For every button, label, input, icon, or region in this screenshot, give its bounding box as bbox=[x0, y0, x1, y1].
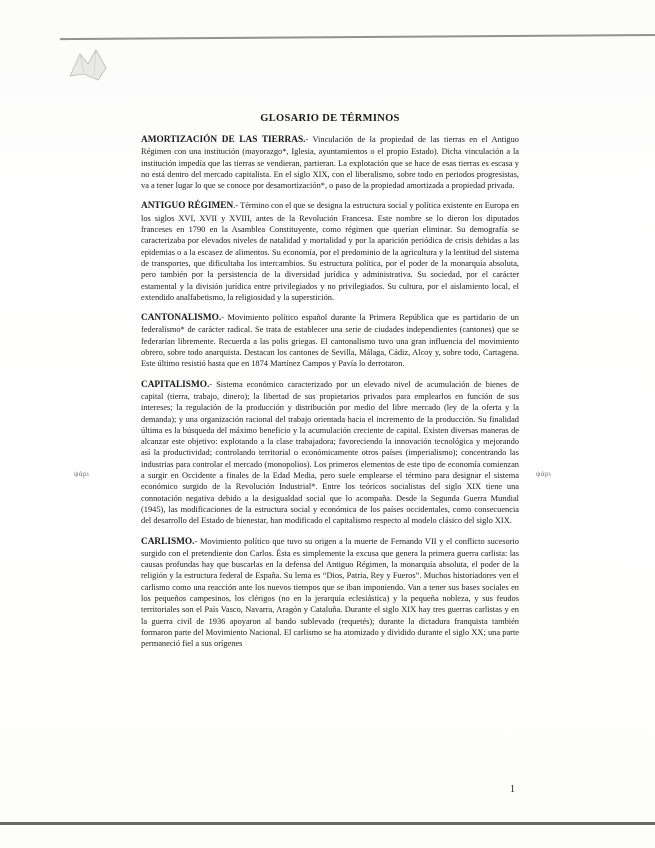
entry-term: AMORTIZACIÓN DE LAS TIERRAS. bbox=[141, 135, 306, 145]
entry-definition: .- Término con el que se designa la estructura social y política existente en Europa en los siglos XVI, XVII y XVIII, antes de la Revolución Francesa. Este nombre se lo dieron los diputados franceses en 1790 en la Asamblea Constituyente, como régimen que querían eliminar. Su demografía se caracterizaba por elevados niveles de natalidad y mortalidad y por la aparición periódica de crisis debidas a las epidemias o a la escasez de alimentos. Su economía, por el predominio de la agricultura y la lentitud del sistema de transportes, que dificultaba los intercambios. Su estructura política, por el poder de la monarquía absoluta, pero también por la persistencia de la diversidad jurídica y administrativa. Su sociedad, por el carácter estamental y la división jurídica entre privilegiados y no privilegiados. Su cultura, por el aislamiento local, el extendido analfabetismo, la religiosidad y la superstición. bbox=[141, 201, 519, 302]
staple-mark-icon bbox=[66, 46, 112, 84]
glossary-entry-amortizacion bbox=[141, 134, 519, 191]
entry-definition: - Movimiento político que tuvo su origen a la muerte de Fernando VII y el conflicto sucesorio surgido con el pretendiente don Carlos. Ésta es simplemente la excusa que genera la primera guerra carlista: las causas profundas hay que buscarlas en la defensa del Antiguo Régimen, la monarquía absoluta, el poder de la religión y la estructura federal de España. Su lema es “Dios, Patria, Rey y Fueros”. Muchos historiadores ven el carlismo como una reacción ante los nuevos tiempos que se iban imponiendo. Van a tener sus bases sociales en los pequeños campesinos, los clérigos (no en la jerarquía eclesiástica) y la pequeña nobleza, y sus feudos territoriales son el País Vasco, Navarra, Aragón y Cataluña. Durante el siglo XIX hay tres guerras carlistas y en la guerra civil de 1936 apoyaron al bando sublevado (requetés); durante la dictadura franquista también formaron parte del Movimiento Nacional. El carlismo se ha atomizado y dividido durante el siglo XX; una parte permaneció fiel a sus orígenes bbox=[141, 536, 519, 649]
top-scan-edge bbox=[60, 34, 655, 40]
entry-term: CANTONALISMO. bbox=[141, 313, 222, 324]
glossary-entry-carlismo bbox=[141, 536, 519, 650]
page-title: GLOSARIO DE TÉRMINOS bbox=[260, 113, 400, 124]
glossary-entry-capitalismo bbox=[141, 379, 519, 527]
right-margin-mark: ψάρι bbox=[536, 470, 552, 478]
entry-term: CAPITALISMO. bbox=[141, 379, 210, 390]
glossary-content bbox=[141, 113, 519, 658]
glossary-entry-cantonalismo bbox=[141, 312, 519, 369]
entry-definition: - Vinculación de la propiedad de las tierras en el Antiguo Régimen con una institución (mayorazgo*, Iglesia, ayuntamientos o el propio Estado). Dicha vinculación a la institución impedía que las tierras se vendieran, partieran. La explotación que se hace de esas tierras es escasa y no está dentro del mercado capitalista. En el siglo XIX, con el liberalismo, sobre todo en periodos progresistas, va a tener lugar lo que se conoce por desamortización*, o paso de la propiedad amortizada a propiedad privada. bbox=[141, 135, 519, 191]
entry-definition: - Movimiento político español durante la Primera República que es partidario de un federalismo* de carácter radical. Se trata de establecer una serie de ciudades independientes (cantones) que se federarían libremente. Recuerda a las polis griegas. El cantonalismo tuvo una gran influencia del movimiento obrero, sobre todo anarquista. Destacan los cantones de Sevilla, Málaga, Cádiz, Alcoy y, sobre todo, Cartagena. Este último resistió hasta que en 1874 Martínez Campos y Pavía lo derrotaron. bbox=[141, 313, 519, 369]
entry-term: CARLISMO. bbox=[141, 536, 195, 547]
page-number: 1 bbox=[510, 784, 515, 795]
entry-definition: - Sistema económico caracterizado por un elevado nivel de acumulación de bienes de capital (tierra, trabajo, dinero); la libertad de sus propietarios privados para emplearlos en función de sus intereses; la regulación de la producción y distribución por medio del libre mercado (ley de la oferta y la demanda); y una organización racional del trabajo orientada hacia el incremento de la producción. Su finalidad última es la búsqueda del máximo beneficio y la acumulación creciente de capital. Existen diversas maneras de alcanzar este objetivo: explotando a la clase trabajadora; favoreciendo la innovación tecnológica y mejorando así la productividad; controlando territorial o económicamente otros países (imperialismo); concentrando las industrias para controlar el mercado (monopolios). Los primeros elementos de este tipo de economía comienzan a surgir en Occidente a finales de la Edad Media, pero suele emplearse el término para designar el sistema económico surgido de la Revolución Industrial*. Entre los teóricos socialistas del siglo XIX tiene una connotación negativa debido a la desigualdad social que lo acompaña. Desde la Segunda Guerra Mundial (1945), las modificaciones de la estructura social y económica de los países occidentales, como consecuencia del desarrollo del Estado de bienestar, han modificado el capitalismo respecto al modelo clásico del siglo XIX. bbox=[141, 379, 519, 526]
entry-term: ANTIGUO RÉGIMEN bbox=[141, 201, 234, 212]
bottom-scan-edge bbox=[0, 822, 655, 825]
glossary-entry-antiguo-regimen bbox=[141, 200, 519, 303]
left-margin-mark: ψάρι bbox=[74, 470, 90, 478]
